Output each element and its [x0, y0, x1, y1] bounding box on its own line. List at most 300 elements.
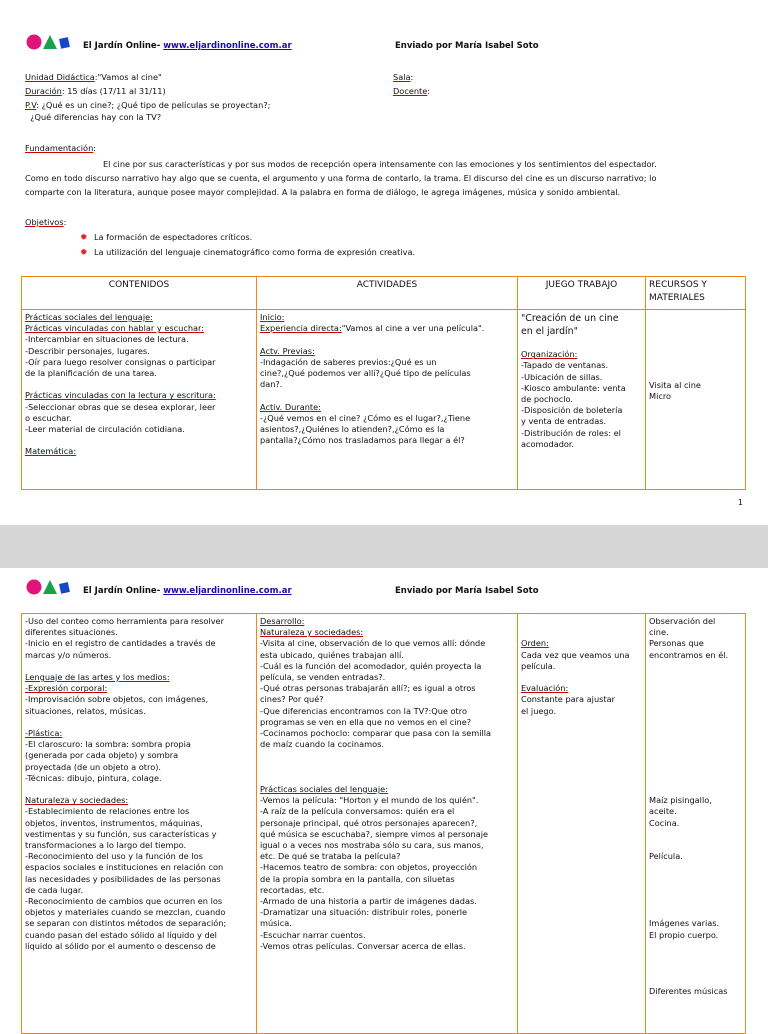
cell-line-text: película. [521, 660, 556, 671]
cell-line-text: Prácticas sociales del lenguaje: [25, 312, 153, 322]
cell-line-text: las necesidades y posibilidades de las personas [25, 873, 221, 884]
cell-line [260, 885, 514, 896]
cell-line-text: "Creación de un cine [521, 313, 619, 324]
cell-line [649, 930, 742, 941]
pv-label: P.V [25, 100, 37, 110]
fundamentacion-heading [25, 143, 96, 153]
cell-line-text: Orden: [521, 638, 549, 649]
cell-line [260, 672, 514, 683]
col-header-contenidos: CONTENIDOS [22, 277, 257, 310]
cell-line [649, 975, 742, 986]
cell-line [649, 616, 742, 627]
cell-line [260, 907, 514, 918]
cell-line-text: pantalla?¿Cómo nos trasladamos para llegar a él? [260, 435, 465, 446]
cell-line-text: Micro [649, 391, 672, 402]
cell-line [25, 885, 253, 896]
cell-line [649, 683, 742, 694]
cell-line-text: -Armado de una historia a partir de imágenes dadas. [260, 896, 477, 907]
cell-line-text: de la propia sombra en la pantalla, con siluetas [260, 873, 455, 884]
cell-line-text: -Distribución de roles: el [521, 427, 621, 438]
cell-line-text: -Cocinamos pochoclo: comparar que pasa con la semilla [260, 728, 492, 739]
cell-line-text: -Qué otras personas trabajarán allí?; es igual a otros [260, 683, 476, 694]
col-header-actividades: ACTIVIDADES [257, 277, 518, 310]
page-number: 1 [737, 498, 743, 507]
cell-line-text: o escuchar. [25, 412, 72, 423]
cell-line [25, 616, 253, 627]
cell-line [25, 907, 253, 918]
cell-line [649, 706, 742, 717]
cell-line [260, 773, 514, 784]
pv-line-2: ¿Qué diferencias hay con la TV? [25, 112, 162, 122]
cell-line-text: (generada por cada objeto) y sombra [25, 750, 179, 761]
cell-line-text: -El claroscuro: la sombra: sombra propia [25, 739, 191, 750]
cell-line-text: líquido al sólido por el aumento o descenso de [25, 940, 216, 951]
cell-line-text: en el jardín" [521, 326, 578, 337]
cell-juego [518, 310, 646, 490]
cell-line-text: marcas y/o números. [25, 649, 112, 660]
objetivo-item [80, 246, 415, 259]
cell-line-text: igual o a veces nos mostraba sólo su cara, sus manos, [260, 840, 484, 851]
cell-line-text: qué música se escuchaba?, siempre vimos al personaje [260, 828, 489, 839]
objetivos-heading-text: Objetivos [25, 217, 64, 227]
cell-line-text: -Ubicación de sillas. [521, 371, 603, 382]
cell-line [25, 862, 253, 873]
cell-line [25, 413, 253, 424]
docente-value: : [427, 86, 431, 96]
cell-line-text: -Que diferencias encontramos con la TV?:Que otro [260, 705, 467, 716]
cell-line-text: de la planificación de una tarea. [25, 368, 157, 379]
cell-line [25, 739, 253, 750]
site-prefix: El Jardín Online- [83, 586, 164, 596]
cell-line [25, 446, 253, 457]
cell-line [260, 840, 514, 851]
sender-credit: Enviado por María Isabel Soto [395, 41, 539, 51]
cell-line [649, 918, 742, 929]
cell-line [260, 795, 514, 806]
cell-line [25, 941, 253, 952]
cell-line [25, 818, 253, 829]
cell-line-text: -Inicio en el registro de cantidades a través de [25, 638, 216, 649]
cell-line [649, 650, 742, 661]
site-prefix: El Jardín Online- [83, 41, 164, 51]
cell-line [260, 750, 514, 761]
cell-line-text: -Escuchar narrar cuentos. [260, 929, 366, 940]
recursos-header-line-1: RECURSOS Y [649, 280, 707, 290]
cell-line [521, 683, 642, 694]
fundamentacion-line-3: comparte con la literatura, aunque posee mayor complejidad. A la palabra en forma de diálogo, le agrega imágenes, música y sonido ambiental. [25, 187, 621, 197]
cell-line [521, 672, 642, 683]
cell-line-text: espacios sociales e instituciones en relación con [25, 862, 224, 873]
cell-line-text: de maíz cuando la cocinamos. [260, 739, 384, 750]
cell-line [649, 806, 742, 817]
cell-line-text: El propio cuerpo. [649, 929, 719, 940]
cell-line [25, 706, 253, 717]
sender-credit: Enviado por María Isabel Soto [395, 586, 539, 596]
cell-line-text: -Dramatizar una situación: distribuir roles, ponerle [260, 907, 468, 918]
planning-table-continued [21, 613, 746, 1034]
cell-line [649, 391, 742, 402]
cell-line [649, 829, 742, 840]
cell-line-text: personaje principal, qué otros personajes aparecen?, [260, 817, 478, 828]
cell-line [25, 874, 253, 885]
cell-line [25, 390, 253, 401]
cell-line-text: -Vemos otras películas. Conversar acerca de ellas. [260, 940, 466, 951]
cell-line [521, 706, 642, 717]
objetivo-item [80, 231, 252, 244]
cell-line [521, 439, 642, 450]
cell-line [521, 372, 642, 383]
cell-line-text: Lenguaje de las artes y los medios: [25, 672, 170, 683]
cell-line-text: cine?,¿Qué podemos ver allí?¿Qué tipo de películas [260, 368, 471, 379]
duracion-label: Duración [25, 86, 62, 96]
cell-line [649, 952, 742, 963]
cell-line-text: Constante para ajustar [521, 694, 615, 705]
cell-line [260, 312, 514, 323]
cell-line-text: encontramos en él. [649, 649, 729, 660]
cell-line [649, 717, 742, 728]
cell-line-text: Imágenes varias. [649, 918, 720, 929]
cell-line [25, 694, 253, 705]
cell-line-text: -Reconocimiento del uso y la función de los [25, 851, 203, 862]
cell-line [25, 672, 253, 683]
cell-line-text: -Seleccionar obras que se desea explorar, leer [25, 401, 216, 412]
cell-line [649, 795, 742, 806]
cell-line-text: -Técnicas: dibujo, pintura, colage. [25, 772, 162, 783]
pv-line [25, 100, 270, 110]
cell-line [260, 762, 514, 773]
cell-line-rest: "Vamos al cine a ver una película". [341, 323, 485, 334]
cell-line [260, 402, 514, 413]
cell-line [649, 773, 742, 784]
sala-label: Sala [393, 72, 411, 82]
cell-line [521, 616, 642, 627]
cell-line-text: recortadas, etc. [260, 884, 325, 895]
cell-line [521, 650, 642, 661]
cell-line [25, 762, 253, 773]
cell-line-text: cines? Por qué? [260, 694, 324, 705]
cell-line [649, 840, 742, 851]
cell-line-text: diferentes situaciones. [25, 627, 118, 638]
cell-line [649, 784, 742, 795]
col-header-recursos [646, 277, 746, 310]
cell-line-text: esta ubicado, quiénes trabajan allí. [260, 649, 404, 660]
cell-line [25, 627, 253, 638]
cell-line-text: -Establecimiento de relaciones entre los [25, 806, 190, 817]
cell-line [260, 896, 514, 907]
cell-line-text: y venta de entradas. [521, 416, 607, 427]
duracion-value: : 15 días (17/11 al 31/11) [61, 86, 166, 96]
cell-line [649, 380, 742, 391]
unidad-label: Unidad Didáctica [25, 72, 95, 82]
cell-line [25, 750, 253, 761]
cell-line [649, 885, 742, 896]
cell-line-text: -¿Qué vemos en el cine? ¿Cómo es el lugar?,¿Tiene [260, 412, 471, 423]
cell-line [25, 795, 253, 806]
cell-line-text: objetos, inventos, instrumentos, máquinas, [25, 817, 203, 828]
cell-line-text: Evaluación: [521, 683, 569, 694]
cell-line [649, 963, 742, 974]
cell-line-text: objetos y materiales cuando se mezclan, cuando [25, 907, 226, 918]
cell-line [25, 930, 253, 941]
cell-line [260, 683, 514, 694]
cell-line [260, 390, 514, 401]
cell-line-text: -Visita al cine, observación de lo que vemos allí: dónde [260, 638, 486, 649]
cell-line-text: Actv. Previas: [260, 345, 315, 356]
fundamentacion-line-1: El cine por sus características y por sus modos de recepción opera intensamente con las emociones y los sentimientos del espectador. [103, 159, 657, 169]
cell-line [260, 357, 514, 368]
cell-line-text: transformaciones a lo largo del tiempo. [25, 840, 187, 851]
cell-line [25, 357, 253, 368]
cell-line-text: película, se venden entradas?. [260, 672, 386, 683]
table-header-row [22, 277, 746, 310]
cell-line [25, 683, 253, 694]
cell-line [260, 627, 514, 638]
cell-line-text: -Vemos la película: "Horton y el mundo de los quién". [260, 795, 479, 806]
cell-line [25, 368, 253, 379]
cell-contenidos [22, 310, 257, 490]
cell-line [521, 394, 642, 405]
cell-line [521, 638, 642, 649]
cell-line-text: vestimentas y su función, sus características y [25, 828, 217, 839]
cell-line-text: cine. [649, 627, 669, 638]
cell-line-text: -Tapado de ventanas. [521, 360, 609, 371]
cell-line [25, 918, 253, 929]
cell-line [260, 829, 514, 840]
cell-contenidos [22, 614, 257, 1034]
cell-line-text: -Reconocimiento de cambios que ocurren en los [25, 896, 223, 907]
fundamentacion-line-2: Como en todo discurso narrativo hay algo que se cuenta, el argumento y una forma de contarlo, la trama. El discurso del cine es un discurso narrativo; lo [25, 173, 657, 183]
cell-line [260, 323, 514, 334]
cell-line [25, 323, 253, 334]
cell-line-text: -Indagación de saberes previos:¿Qué es un [260, 356, 437, 367]
cell-line-text: -A raíz de la película conversamos: quién era el [260, 806, 455, 817]
cell-line [25, 773, 253, 784]
cell-line [260, 334, 514, 345]
objetivo-text: La utilización del lenguaje cinematográfico como forma de expresión creativa. [94, 247, 416, 257]
cell-line [260, 930, 514, 941]
cell-recursos [646, 310, 746, 490]
cell-line-text: Experiencia directa: [260, 323, 342, 334]
cell-line [649, 638, 742, 649]
pv-value: : ¿Qué es un cine?; ¿Qué tipo de películas se proyectan?; [36, 100, 271, 110]
cell-line-text: Inicio: [260, 312, 285, 322]
cell-line [260, 851, 514, 862]
cell-line [25, 379, 253, 390]
cell-line-text: -Uso del conteo como herramienta para resolver [25, 616, 224, 626]
cell-line [25, 334, 253, 345]
cell-line [260, 717, 514, 728]
docente-line [393, 86, 430, 96]
site-credit [83, 586, 292, 596]
cell-line-text: -Expresión corporal: [25, 683, 108, 694]
cell-line [521, 338, 642, 349]
cell-line [25, 650, 253, 661]
cell-line [25, 717, 253, 728]
objetivos-colon: : [63, 217, 67, 227]
cell-line-text: el juego. [521, 705, 557, 716]
cell-line-text: dan?. [260, 379, 283, 390]
cell-line [25, 638, 253, 649]
cell-line-text: -Hacemos teatro de sombra: con objetos, proyección [260, 862, 478, 873]
cell-line [260, 806, 514, 817]
cell-line-text: Prácticas vinculadas con la lectura y escritura: [25, 390, 216, 401]
page-gap [0, 525, 768, 568]
flower-bullet-icon: ✹ [80, 248, 88, 258]
docente-label: Docente [393, 86, 428, 96]
cell-line [260, 862, 514, 873]
cell-juego [518, 614, 646, 1034]
recursos-header-line-2: MATERIALES [649, 293, 705, 303]
unidad-line [25, 72, 162, 82]
cell-line [649, 672, 742, 683]
cell-line [25, 840, 253, 851]
cell-line [521, 627, 642, 638]
cell-line [25, 851, 253, 862]
cell-line-text: Cada vez que veamos una [521, 649, 630, 660]
cell-line-text: Cocina. [649, 817, 680, 828]
cell-line [649, 851, 742, 862]
site-link[interactable]: www.eljardinonline.com.ar [163, 41, 292, 51]
cell-line-text: asientos?,¿Quiénes lo atienden?,¿Cómo es la [260, 424, 445, 435]
cell-line [25, 661, 253, 672]
site-link[interactable]: www.eljardinonline.com.ar [163, 586, 292, 596]
page-header [25, 33, 745, 53]
cell-line-text: de cada lugar. [25, 884, 84, 895]
cell-line-text: aceite. [649, 806, 677, 817]
cell-line-text: Organización: [521, 349, 578, 360]
unidad-value: :"Vamos al cine" [94, 72, 162, 82]
page-header [25, 578, 745, 598]
cell-line [25, 435, 253, 446]
cell-line-text: Desarrollo: [260, 616, 305, 626]
cell-line [649, 862, 742, 873]
duracion-line [25, 86, 166, 96]
cell-line [649, 661, 742, 672]
site-credit [83, 41, 292, 51]
table-row [22, 614, 746, 1034]
cell-line-text: Visita al cine [649, 380, 701, 390]
cell-line [260, 706, 514, 717]
cell-line-text: Naturaleza y sociedades: [25, 795, 129, 806]
cell-line [521, 428, 642, 439]
cell-line-text: Película. [649, 851, 683, 862]
cell-line [649, 896, 742, 907]
cell-line-text: situaciones, relatos, músicas. [25, 705, 146, 716]
cell-line [260, 368, 514, 379]
cell-line [649, 874, 742, 885]
cell-line [25, 784, 253, 795]
cell-line-text: Personas que [649, 638, 704, 649]
fundamentacion-colon: : [93, 143, 97, 153]
cell-line-text: -Cuál es la función del acomodador, quién proyecta la [260, 660, 482, 671]
cell-line [25, 806, 253, 817]
cell-line-text: -Leer material de circulación cotidiana. [25, 424, 185, 435]
cell-line-text: proyectada (de un objeto a otro). [25, 761, 162, 772]
cell-line [260, 650, 514, 661]
cell-line [260, 616, 514, 627]
cell-line [521, 405, 642, 416]
sala-value: : [410, 72, 414, 82]
cell-line [260, 874, 514, 885]
cell-line [260, 728, 514, 739]
cell-line-text: se separan con distintos métodos de separación; [25, 918, 227, 929]
cell-line-text: -Intercambiar en situaciones de lectura. [25, 334, 189, 345]
cell-line [260, 918, 514, 929]
cell-line-text: -Oír para luego resolver consignas o participar [25, 356, 216, 367]
cell-line [521, 312, 642, 325]
table-row [22, 310, 746, 490]
cell-line-text: de pochoclo. [521, 394, 573, 405]
cell-line [649, 907, 742, 918]
cell-line-text: programas se ven en ella que no vemos en el cine? [260, 716, 472, 727]
fundamentacion-heading-text: Fundamentación [25, 143, 94, 153]
cell-line [25, 424, 253, 435]
cell-line-text: Prácticas vinculadas con hablar y escuchar: [25, 323, 205, 334]
cell-line [521, 694, 642, 705]
cell-line-text: etc. De qué se trataba la película? [260, 851, 401, 862]
cell-line [521, 325, 642, 338]
cell-line [260, 694, 514, 705]
cell-line [260, 638, 514, 649]
cell-line [260, 346, 514, 357]
cell-line-text: cuando pasan del estado sólido al líquido y del [25, 929, 217, 940]
cell-line [260, 818, 514, 829]
cell-line [25, 829, 253, 840]
cell-recursos [646, 614, 746, 1034]
cell-line [260, 435, 514, 446]
cell-line [649, 739, 742, 750]
cell-line [260, 661, 514, 672]
cell-line [649, 694, 742, 705]
cell-line-text: -Improvisación sobre objetos, con imágenes, [25, 694, 209, 705]
cell-line-text: -Describir personajes, lugares. [25, 345, 150, 356]
cell-line-text: Prácticas sociales del lenguaje: [260, 784, 388, 795]
objetivo-text: La formación de espectadores críticos. [94, 232, 253, 242]
cell-line [649, 728, 742, 739]
cell-line [649, 627, 742, 638]
cell-line [649, 986, 742, 997]
cell-line [25, 312, 253, 323]
cell-line [521, 383, 642, 394]
flower-bullet-icon: ✹ [80, 233, 88, 243]
cell-line [521, 661, 642, 672]
cell-line [25, 896, 253, 907]
document-page-2 [0, 568, 768, 1024]
cell-line [521, 360, 642, 371]
cell-line [260, 739, 514, 750]
cell-line-text: Activ. Durante: [260, 401, 321, 412]
cell-actividades [257, 310, 518, 490]
cell-line [25, 728, 253, 739]
cell-line [260, 424, 514, 435]
cell-line-text: Naturaleza y sociedades: [260, 627, 364, 638]
cell-line-text: Maíz pisingallo, [649, 795, 712, 806]
planning-table [21, 276, 746, 490]
cell-line-text: música. [260, 918, 292, 929]
cell-line-text: -Disposición de boletería [521, 405, 623, 416]
cell-line-text: -Plástica: [25, 728, 63, 739]
cell-line [25, 402, 253, 413]
cell-line [649, 750, 742, 761]
sala-line [393, 72, 413, 82]
cell-line [260, 784, 514, 795]
cell-line [649, 762, 742, 773]
cell-line [260, 379, 514, 390]
cell-line-text: Observación del [649, 616, 716, 626]
cell-actividades [257, 614, 518, 1034]
col-header-juego: JUEGO TRABAJO [518, 277, 646, 310]
cell-line-text: acomodador. [521, 438, 575, 449]
